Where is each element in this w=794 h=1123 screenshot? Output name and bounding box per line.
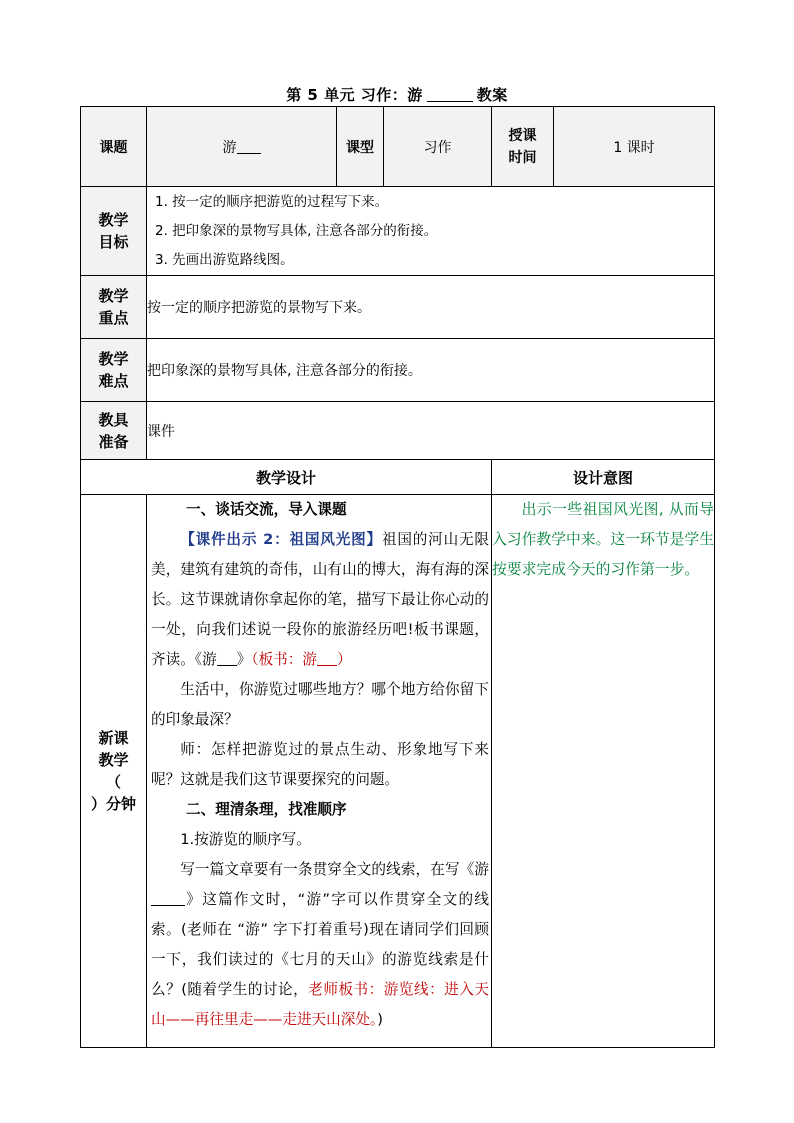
blackboard-note-a: （板书：游 (251, 651, 317, 668)
goal-item-3: 3. 先画出游览路线图。 (155, 251, 294, 268)
materials-row (81, 402, 715, 460)
paragraph-1-text-a: 祖国的河山无限美，建筑有建筑的奇伟，山有山的博大，海有海的深长。这节课就请你拿起你的笔，描写下最让你心动的一处，向我们述说一段你的旅游经历吧!板书课题，齐读。《游 (151, 531, 489, 668)
paragraph-2: 生活中，你游览过哪些地方？哪个地方给你留下的印象最深？ (151, 681, 489, 728)
paragraph-5-text-b: 》这篇作文时，“游”字可以作贯穿全文的线索。(老师在 “游” 字下打着重号)现在请同学们回顾一下，我们读过的《七月的天山》的游览线索是什么？(随着学生的讨论， (151, 891, 489, 998)
topic-value (147, 107, 337, 187)
topic-blank (237, 139, 261, 154)
blackboard-note-blank (317, 653, 337, 666)
title-blank (427, 87, 473, 102)
paragraph-5 (147, 855, 491, 1035)
intent-header: 设计意图 (492, 460, 715, 495)
blackboard-note-b: ） (336, 651, 352, 668)
key-point-label (81, 276, 147, 339)
goals-label (81, 187, 147, 276)
topic-label: 课题 (81, 107, 147, 187)
topic-value-text: 游 (222, 139, 237, 156)
header-row (81, 107, 715, 187)
document-title (0, 84, 794, 105)
new-lesson-label-1: 新课 (98, 729, 129, 747)
title-prefix: 第 5 单元 习作：游 (286, 86, 423, 104)
paragraph-1-text-b: 》 (236, 651, 252, 668)
intent-content: 出示一些祖国风光图, 从而导入习作教学中来。这一环节是学生按要求完成今天的习作第一步。 (492, 495, 715, 1048)
paragraph-4: 1.按游览的顺序写。 (180, 831, 311, 848)
time-label-line-1: 授课 (508, 127, 537, 144)
key-point-label-2: 重点 (98, 309, 129, 327)
key-point-text: 按一定的顺序把游览的景物写下来。 (147, 276, 715, 339)
section2-title: 二、理清条理，找准顺序 (186, 801, 347, 818)
design-header-row (81, 460, 715, 495)
key-point-row (81, 276, 715, 339)
new-lesson-label-2: 教学 (98, 751, 129, 769)
difficulty-label-1: 教学 (98, 350, 129, 368)
paragraph-1-blank (217, 653, 237, 666)
new-lesson-label-4: ）分钟 (90, 795, 136, 813)
new-lesson-row (81, 495, 715, 1048)
goals-label-1: 教学 (98, 211, 129, 229)
materials-label (81, 402, 147, 460)
route-note: 老师板书：游览线：进入天山——再往里走——走进天山深处。 (151, 981, 489, 1028)
title-suffix: 教案 (476, 86, 508, 104)
lesson-plan-table (80, 106, 715, 1048)
paragraph-5-blank (151, 893, 185, 906)
difficulty-label (81, 339, 147, 402)
goal-item-2: 2. 把印象深的景物写具体, 注意各部分的衔接。 (155, 222, 438, 239)
goals-row (81, 187, 715, 276)
section1-title: 一、谈话交流，导入课题 (186, 501, 347, 518)
goals-label-2: 目标 (98, 233, 129, 251)
time-label-line-2: 时间 (508, 149, 537, 166)
materials-text: 课件 (147, 402, 715, 460)
key-point-label-1: 教学 (98, 287, 129, 305)
new-lesson-label-3: （ (105, 773, 121, 791)
paragraph-5-end: ) (377, 1011, 383, 1028)
difficulty-text: 把印象深的景物写具体, 注意各部分的衔接。 (147, 339, 715, 402)
difficulty-row (81, 339, 715, 402)
paragraph-3: 师：怎样把游览过的景点生动、形象地写下来呢？这就是我们这节课要探究的问题。 (151, 741, 489, 788)
goals-content (147, 187, 715, 276)
materials-label-2: 准备 (98, 432, 129, 451)
design-header: 教学设计 (81, 460, 492, 495)
design-content (147, 495, 492, 1048)
time-label (492, 107, 554, 187)
paragraph-5-text-a: 写一篇文章要有一条贯穿全文的线索，在写《游 (180, 861, 489, 878)
hours-value: 1 课时 (554, 107, 715, 187)
type-label: 课型 (337, 107, 384, 187)
new-lesson-label (81, 495, 147, 1048)
paragraph-1 (147, 525, 491, 675)
materials-label-1: 教具 (98, 410, 129, 429)
goal-item-1: 1. 按一定的顺序把游览的过程写下来。 (155, 193, 389, 210)
type-value: 习作 (384, 107, 492, 187)
courseware-highlight: 【课件出示 2：祖国风光图】 (180, 531, 382, 548)
difficulty-label-2: 难点 (98, 372, 129, 390)
